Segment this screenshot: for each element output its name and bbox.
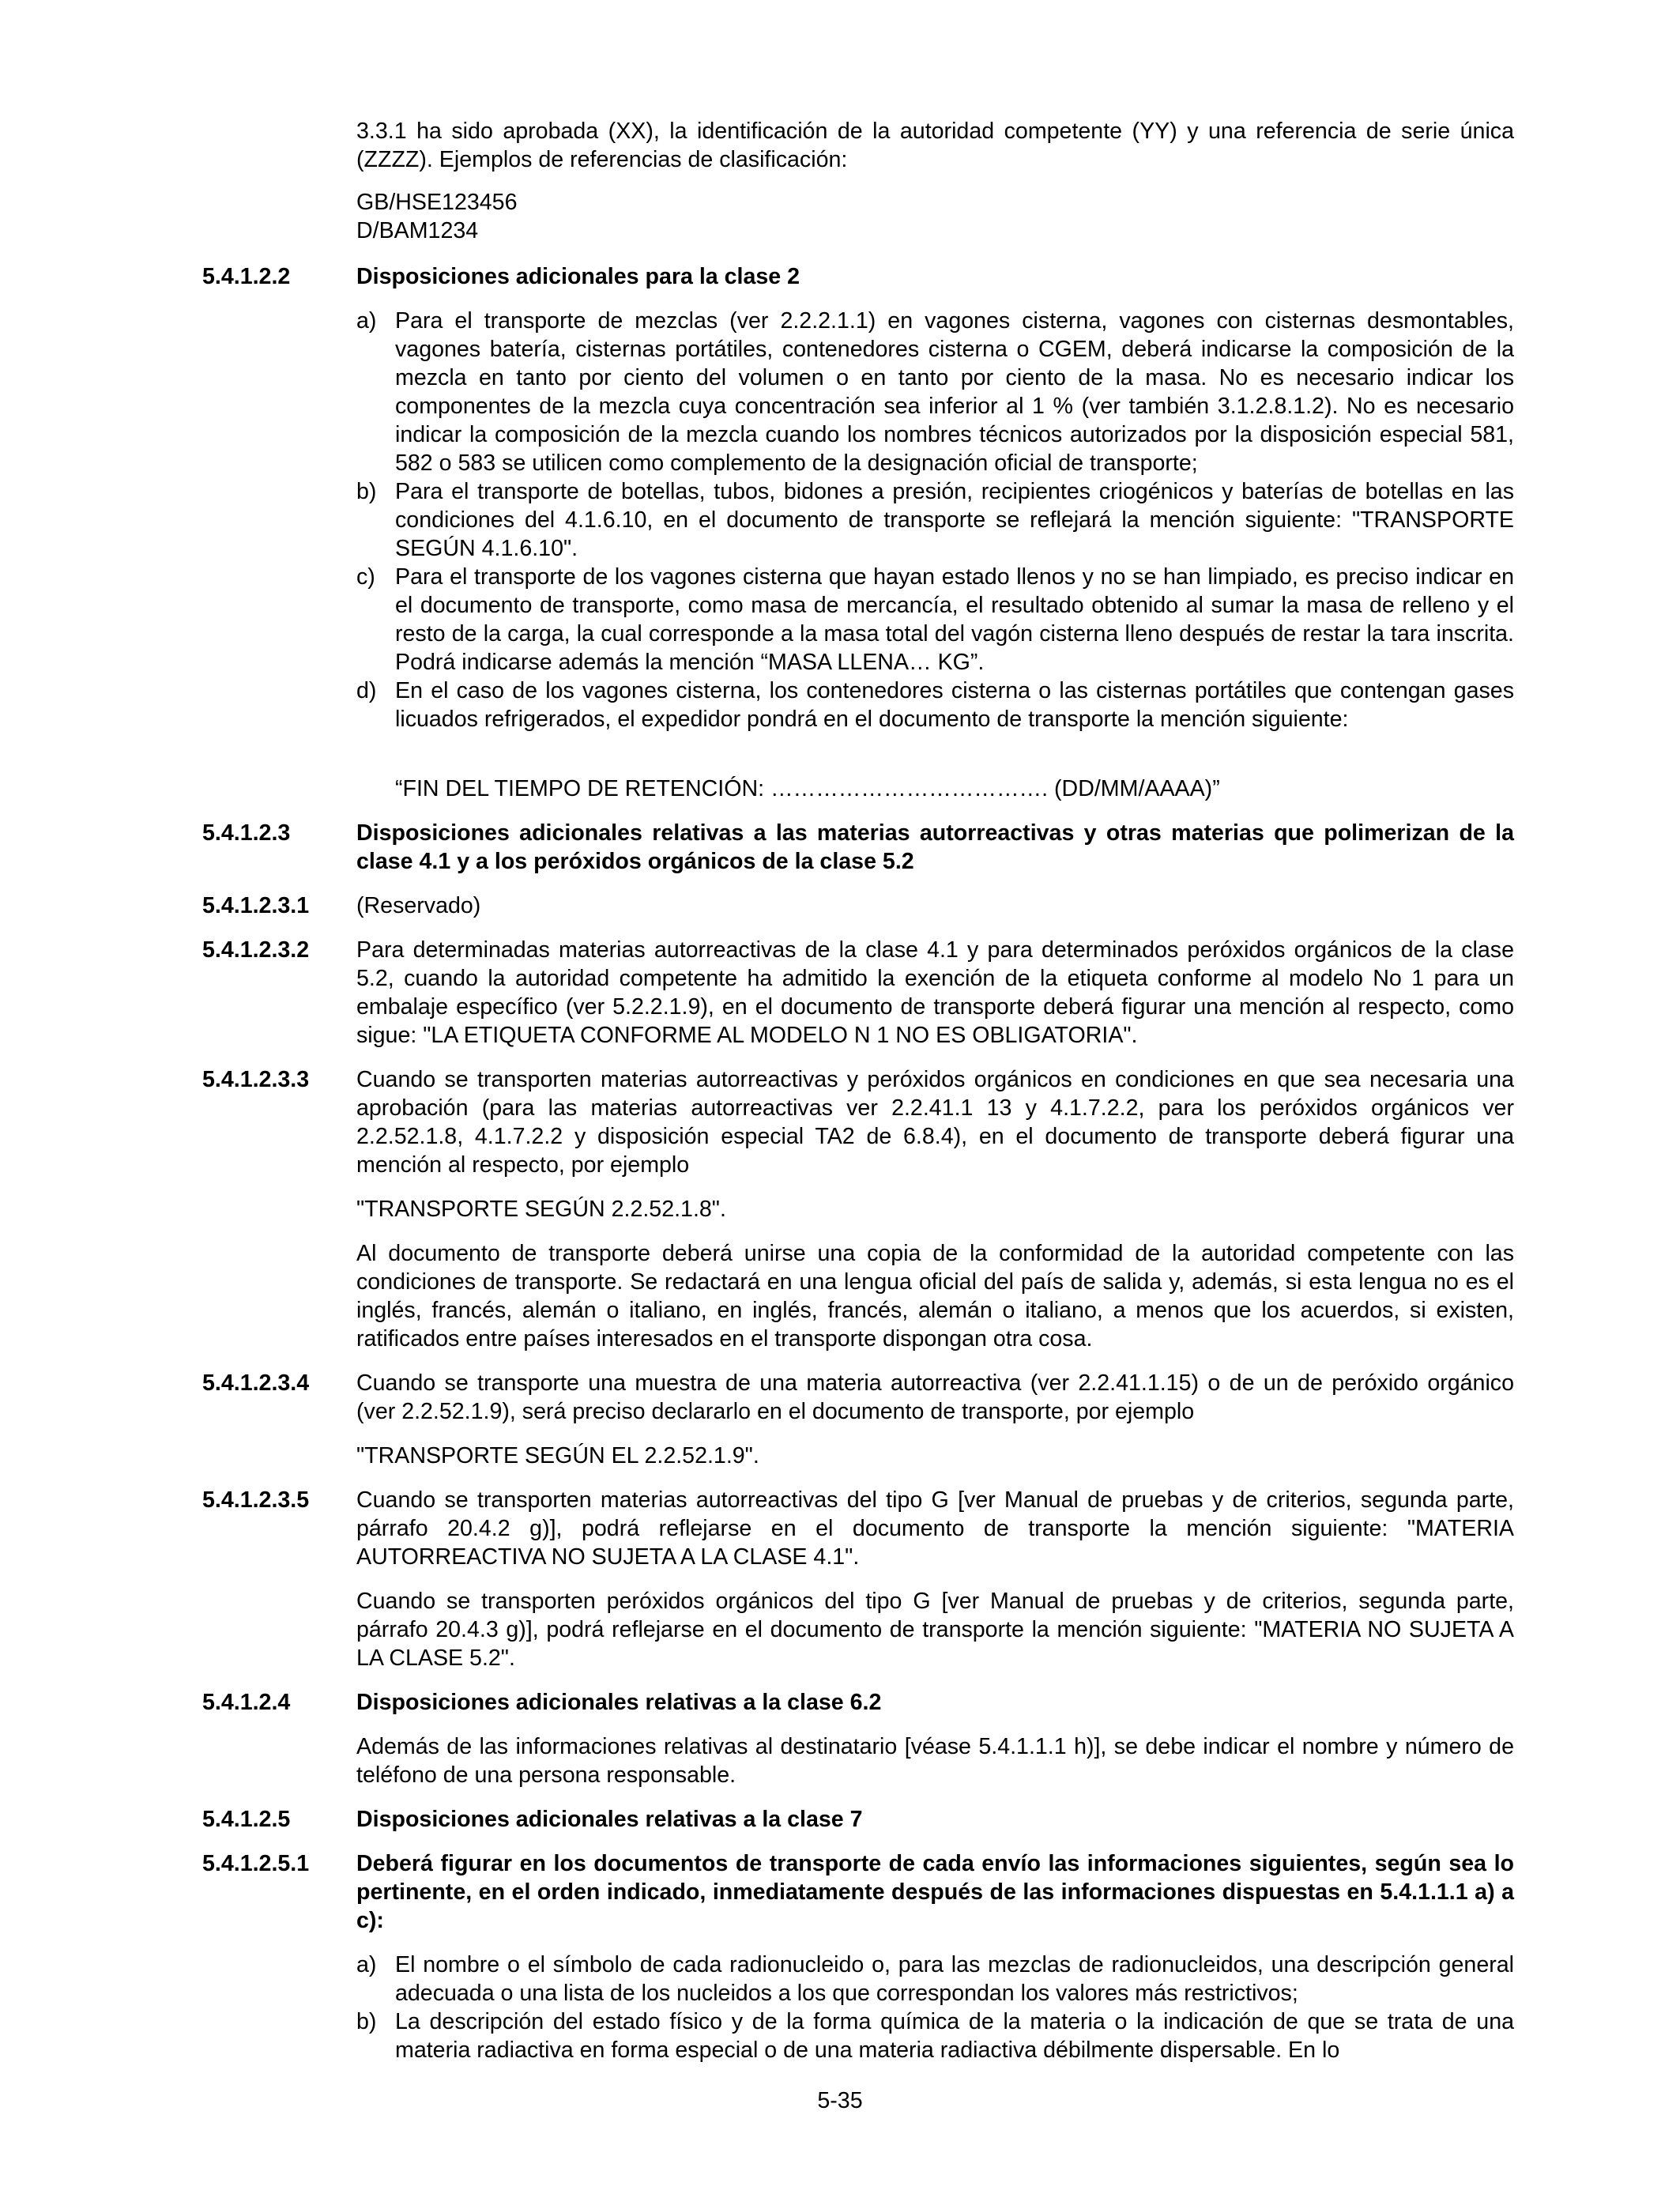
quote-mention: "TRANSPORTE SEGÚN 2.2.52.1.8". bbox=[356, 1197, 726, 1222]
list bbox=[356, 1951, 1514, 2064]
list-marker: a) bbox=[356, 308, 377, 334]
paragraph: Además de las informaciones relativas al destinatario [véase 5.4.1.1.1 h)], se debe indicar el nombre y número de teléfono de una persona responsable. bbox=[356, 1734, 1514, 1788]
list-marker: d) bbox=[356, 678, 377, 703]
list-item bbox=[356, 307, 1514, 477]
intro-paragraph: 3.3.1 ha sido aprobada (XX), la identificación de la autoridad competente (YY) y una referencia de serie única (ZZZZ). Ejemplos de referencias de clasificación: bbox=[356, 119, 1514, 172]
section-heading: Disposiciones adicionales relativas a las materias autorreactivas y otras materias que polimerizan de la clase 4.1 y a los peróxidos orgánicos de la clase 5.2 bbox=[356, 820, 1514, 874]
section-number: 5.4.1.2.3.2 bbox=[202, 937, 310, 963]
reference-example: GB/HSE123456 bbox=[356, 190, 518, 215]
section-number: 5.4.1.2.3.3 bbox=[202, 1067, 310, 1092]
section-number: 5.4.1.2.3 bbox=[202, 820, 291, 846]
section-number: 5.4.1.2.2 bbox=[202, 264, 291, 289]
section-heading: Deberá figurar en los documentos de transporte de cada envío las informaciones siguientes, según sea lo pertinente, en el orden indicado, inmediatamente después de las informaciones dispuestas en 5.4.1.1.1 a) a c): bbox=[356, 1851, 1514, 1933]
section-number: 5.4.1.2.3.5 bbox=[202, 1487, 310, 1513]
list-item-text: En el caso de los vagones cisterna, los contenedores cisterna o las cisternas portátiles que contengan gases licuados refrigerados, el expedidor pondrá en el documento de transporte la mención siguiente: bbox=[395, 678, 1514, 732]
section-number: 5.4.1.2.3.4 bbox=[202, 1370, 310, 1396]
paragraph: Cuando se transporten materias autorreactivas y peróxidos orgánicos en condiciones en que sea necesaria una aprobación (para las materias autorreactivas ver 2.2.41.1 13 y 4.1.7.2.2, para los peróxidos orgánicos ver 2.2.52.1.8, 4.1.7.2.2 y disposición especial TA2 de 6.8.4), en el documento de transporte deberá figurar una mención al respecto, por ejemplo bbox=[356, 1067, 1514, 1178]
list-item-text: El nombre o el símbolo de cada radionucleido o, para las mezclas de radionucleidos, una descripción general adecuada o una lista de los nucleidos a los que correspondan los valores más restrictivos; bbox=[395, 1952, 1514, 2006]
section-number: 5.4.1.2.4 bbox=[202, 1690, 291, 1715]
section-heading: Disposiciones adicionales relativas a la clase 7 bbox=[356, 1807, 863, 1832]
list-item bbox=[356, 677, 1514, 733]
paragraph: Cuando se transporte una muestra de una materia autorreactiva (ver 2.2.41.1.15) o de un de peróxido orgánico (ver 2.2.52.1.9), será preciso declararlo en el documento de transporte, por ejemplo bbox=[356, 1370, 1514, 1424]
quote-mention: "TRANSPORTE SEGÚN EL 2.2.52.1.9". bbox=[356, 1443, 759, 1468]
list-item bbox=[356, 2007, 1514, 2064]
section-number: 5.4.1.2.5.1 bbox=[202, 1851, 310, 1876]
list-item-text: La descripción del estado físico y de la forma química de la materia o la indicación de que se trata de una materia radiactiva en forma especial o de una materia radiactiva débilmente dispersable. En lo bbox=[395, 2009, 1514, 2063]
paragraph: Cuando se transporten materias autorreactivas del tipo G [ver Manual de pruebas y de criterios, segunda parte, párrafo 20.4.2 g)], podrá reflejarse en el documento de transporte la mención siguiente: "MATERIA AUTORREACTIVA NO SUJETA A LA CLASE 4.1". bbox=[356, 1487, 1514, 1570]
section-heading: Disposiciones adicionales para la clase 2 bbox=[356, 264, 800, 289]
paragraph: Para determinadas materias autorreactivas de la clase 4.1 y para determinados peróxidos orgánicos de la clase 5.2, cuando la autoridad competente ha admitido la exención de la etiqueta conforme al modelo No 1 para un embalaje específico (ver 5.2.2.1.9), en el documento de transporte deberá figurar una mención al respecto, como sigue: "LA ETIQUETA CONFORME AL MODELO N 1 NO ES OBLIGATORIA". bbox=[356, 937, 1514, 1048]
list bbox=[356, 307, 1514, 733]
paragraph: Cuando se transporten peróxidos orgánicos del tipo G [ver Manual de pruebas y de criterios, segunda parte, párrafo 20.4.3 g)], podrá reflejarse en el documento de transporte la mención siguiente: "MATERIA NO SUJETA A LA CLASE 5.2". bbox=[356, 1589, 1514, 1671]
list-marker: b) bbox=[356, 2009, 377, 2034]
page-number: 5-35 bbox=[817, 2088, 863, 2113]
section-heading: Disposiciones adicionales relativas a la clase 6.2 bbox=[356, 1690, 882, 1715]
list-marker: c) bbox=[356, 564, 375, 590]
list-item-text: Para el transporte de los vagones cisterna que hayan estado llenos y no se han limpiado, es preciso indicar en el documento de transporte, como masa de mercancía, el resultado obtenido al sumar la masa de relleno y el resto de la carga, la cual corresponde a la masa total del vagón cisterna lleno después de restar la tara inscrita. Podrá indicarse además la mención “MASA LLENA… KG”. bbox=[395, 564, 1514, 675]
list-item-text: Para el transporte de mezclas (ver 2.2.2.1.1) en vagones cisterna, vagones con cisternas desmontables, vagones batería, cisternas portátiles, contenedores cisterna o CGEM, deberá indicarse la composición de la mezcla en tanto por ciento del volumen o en tanto por ciento de la masa. No es necesario indicar los componentes de la mezcla cuya concentración sea inferior al 1 % (ver también 3.1.2.8.1.2). No es necesario indicar la composición de la mezcla cuando los nombres técnicos autorizados por la disposición especial 581, 582 o 583 se utilicen como complemento de la designación oficial de transporte; bbox=[395, 308, 1514, 476]
section-number: 5.4.1.2.3.1 bbox=[202, 893, 310, 918]
list-item-text: Para el transporte de botellas, tubos, bidones a presión, recipientes criogénicos y baterías de botellas en las condiciones del 4.1.6.10, en el documento de transporte se reflejará la mención siguiente: "TRANSPORTE SEGÚN 4.1.6.10". bbox=[395, 479, 1514, 561]
list-marker: b) bbox=[356, 479, 377, 504]
list-item bbox=[356, 1951, 1514, 2007]
paragraph: Al documento de transporte deberá unirse una copia de la conformidad de la autoridad competente con las condiciones de transporte. Se redactará en una lengua oficial del país de salida y, además, si esta lengua no es el inglés, francés, alemán o italiano, en inglés, francés, alemán o italiano, a menos que los acuerdos, si existen, ratificados entre países interesados en el transporte dispongan otra cosa. bbox=[356, 1241, 1514, 1351]
list-item bbox=[356, 477, 1514, 563]
retention-mention: “FIN DEL TIEMPO DE RETENCIÓN: ………………………………. (DD/MM/AAAA)” bbox=[395, 776, 1220, 801]
section-number: 5.4.1.2.5 bbox=[202, 1807, 291, 1832]
reference-example: D/BAM1234 bbox=[356, 218, 479, 243]
paragraph: (Reservado) bbox=[356, 893, 481, 918]
list-item bbox=[356, 563, 1514, 677]
list-marker: a) bbox=[356, 1952, 377, 1977]
